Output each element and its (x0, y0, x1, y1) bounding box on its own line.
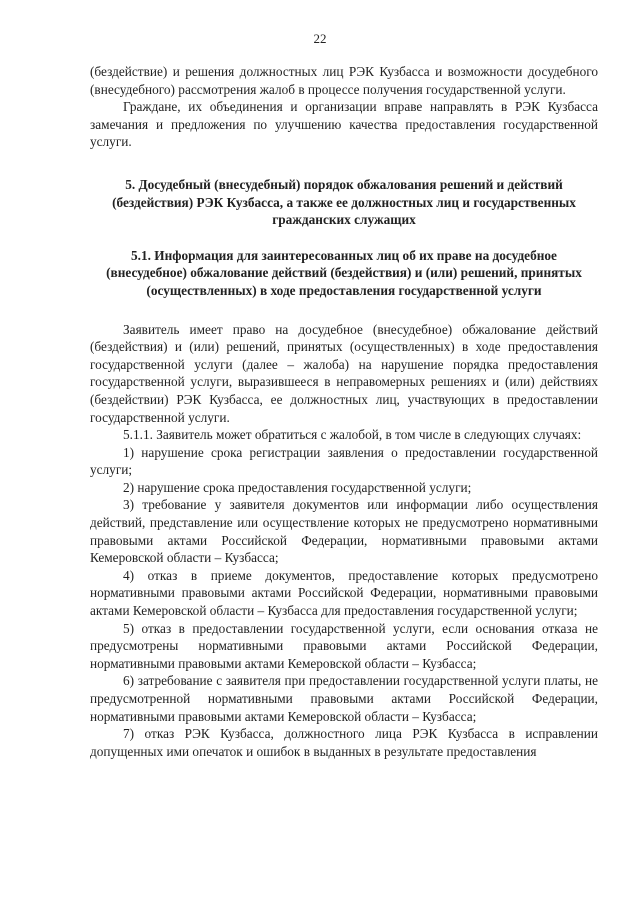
page-number: 22 (313, 31, 327, 46)
subsection-heading: 5.1. Информация для заинтересованных лиц об их праве на досудебное (внесудебное) обжалование действий (бездействия) и (или) решений, принятых (осуществленных) в ходе предоставления государственной услуги (106, 247, 582, 298)
list-item-1: 1) нарушение срока регистрации заявления о предоставлении государственной услуги; (90, 444, 598, 478)
document-body (90, 63, 598, 760)
section-heading: 5. Досудебный (внесудебный) порядок обжалования решений и действий (бездействия) РЭК Кузбасса, а также ее должностных лиц и государственных гражданских служащих (112, 176, 576, 228)
intro-paragraph-1: (бездействие) и решения должностных лиц РЭК Кузбасса и возможности досудебного (внесудебного) рассмотрения жалоб в процессе получения государственной услуги. (90, 64, 598, 97)
list-item-5: 5) отказ в предоставлении государственной услуги, если основания отказа не предусмотрены нормативными правовыми актами Российской Федерации, нормативными правовыми актами Кемеровской области – Кузбасса; (90, 620, 598, 671)
list-item-2: 2) нарушение срока предоставления государственной услуги; (123, 479, 472, 495)
list-item-7: 7) отказ РЭК Кузбасса, должностного лица РЭК Кузбасса в исправлении допущенных ими опечаток и ошибок в выданных в результате предоставления (90, 726, 598, 759)
intro-paragraph-2: Граждане, их объединения и организации вправе направлять в РЭК Кузбасса замечания и предложения по улучшению качества предоставления государственной услуги. (90, 99, 598, 150)
paragraph-right-to-appeal: Заявитель имеет право на досудебное (внесудебное) обжалование действий (бездействия) и (или) решений, принятых (осуществленных) в ходе предоставления государственной услуги (далее – жалоба) на нарушение порядка предоставления государственной услуги, выразившееся в неправомерных решениях и (или) действиях (бездействии) РЭК Кузбасса, ее должностных лиц, участвующих в предоставлении государственной услуги. (90, 321, 598, 425)
list-item-4: 4) отказ в приеме документов, предоставление которых предусмотрено нормативными правовыми актами Российской Федерации, нормативными правовыми актами Кемеровской области – Кузбасса для предоставления государственной услуги; (90, 567, 598, 619)
list-item-6: 6) затребование с заявителя при предоставлении государственной услуги платы, не предусмотренной нормативными правовыми актами Российской Федерации, нормативными правовыми актами Кемеровской области – Кузбасса; (90, 673, 598, 724)
list-item-3: 3) требование у заявителя документов или информации либо осуществления действий, представление или осуществление которых не предусмотрено нормативными правовыми актами Российской Федерации, нормативными правовыми актами Кемеровской области – Кузбасса; (90, 497, 598, 566)
paragraph-5-1-1: 5.1.1. Заявитель может обратиться с жалобой, в том числе в следующих случаях: (123, 427, 582, 443)
